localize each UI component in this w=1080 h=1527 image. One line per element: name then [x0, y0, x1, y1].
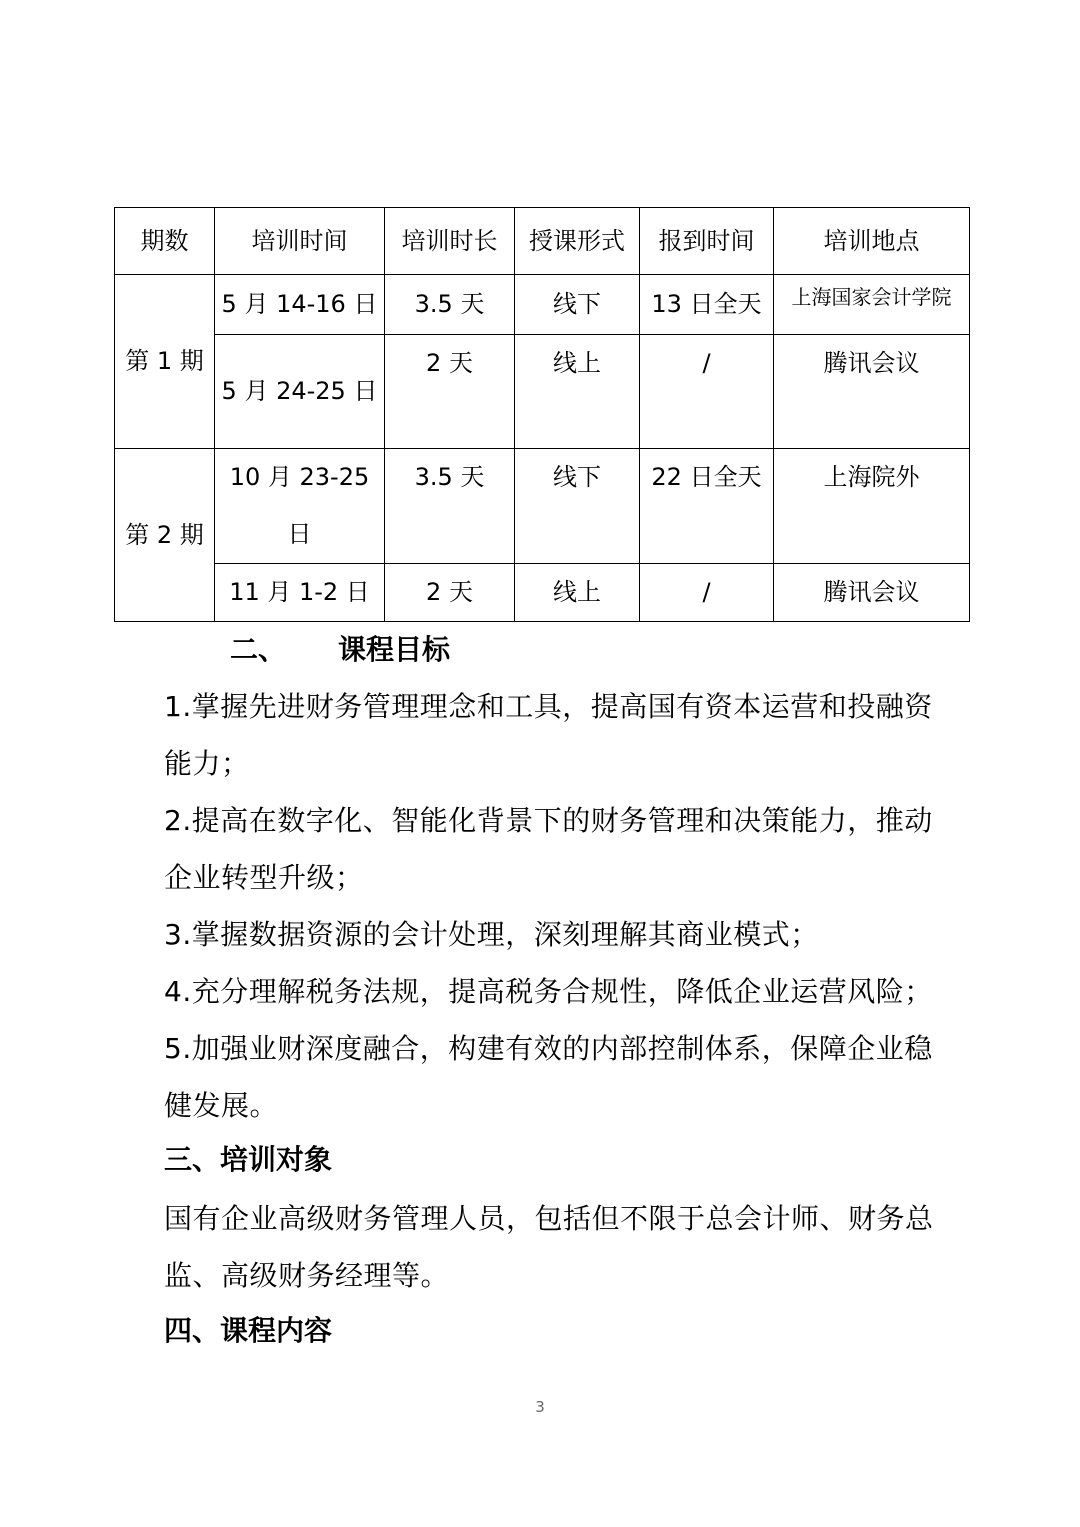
- header-cell: 培训地点: [774, 208, 970, 275]
- goal-item-5: 5.加强业财深度融合，构建有效的内部控制体系，保障企业稳健发展。: [164, 1032, 933, 1122]
- header-cell: 期数: [115, 208, 215, 275]
- section-3-heading: 三、培训对象: [164, 1143, 333, 1176]
- location-cell: 上海院外: [774, 449, 970, 564]
- format-cell: 线下: [515, 275, 640, 335]
- format-cell: 线下: [515, 449, 640, 564]
- section-4-heading: 四、课程内容: [164, 1314, 333, 1347]
- page-number: 3: [535, 1398, 545, 1416]
- time-cell: 5 月 24-25 日: [215, 335, 385, 449]
- duration-cell: 3.5 天: [385, 449, 515, 564]
- schedule-table: [114, 207, 970, 622]
- table-row: [115, 449, 970, 564]
- header-cell: 培训时间: [215, 208, 385, 275]
- checkin-cell: 22 日全天: [640, 449, 774, 564]
- checkin-cell: /: [640, 335, 774, 449]
- format-cell: 线上: [515, 564, 640, 622]
- duration-cell: 2 天: [385, 564, 515, 622]
- time-cell: 5 月 14-16 日: [215, 275, 385, 335]
- period-cell: 第 1 期: [115, 275, 215, 449]
- section-3-text: 国有企业高级财务管理人员，包括但不限于总会计师、财务总监、高级财务经理等。: [164, 1202, 934, 1292]
- checkin-cell: /: [640, 564, 774, 622]
- section-2-heading: [230, 630, 450, 670]
- section-2-number: 二、: [230, 633, 287, 666]
- time-cell: 10 月 23-25 日: [215, 449, 385, 564]
- location-cell: 腾讯会议: [774, 564, 970, 622]
- header-cell: 授课形式: [515, 208, 640, 275]
- goal-item-1: 1.掌握先进财务管理理念和工具，提高国有资本运营和投融资能力；: [164, 690, 933, 780]
- table-header-row: [115, 208, 970, 275]
- period-cell: 第 2 期: [115, 449, 215, 622]
- location-cell: 上海国家会计学院: [774, 275, 970, 335]
- format-cell: 线上: [515, 335, 640, 449]
- checkin-cell: 13 日全天: [640, 275, 774, 335]
- goal-item-2: 2.提高在数字化、智能化背景下的财务管理和决策能力，推动企业转型升级；: [164, 804, 933, 894]
- goal-item-4: 4.充分理解税务法规，提高税务合规性，降低企业运营风险；: [164, 975, 933, 1008]
- goal-item-3: 3.掌握数据资源的会计处理，深刻理解其商业模式；: [164, 918, 819, 951]
- section-2-title: 课程目标: [338, 633, 451, 666]
- table-row: [115, 335, 970, 449]
- table-row: [115, 564, 970, 622]
- time-cell: 11 月 1-2 日: [215, 564, 385, 622]
- location-cell: 腾讯会议: [774, 335, 970, 449]
- header-cell: 培训时长: [385, 208, 515, 275]
- table-row: [115, 275, 970, 335]
- duration-cell: 2 天: [385, 335, 515, 449]
- header-cell: 报到时间: [640, 208, 774, 275]
- duration-cell: 3.5 天: [385, 275, 515, 335]
